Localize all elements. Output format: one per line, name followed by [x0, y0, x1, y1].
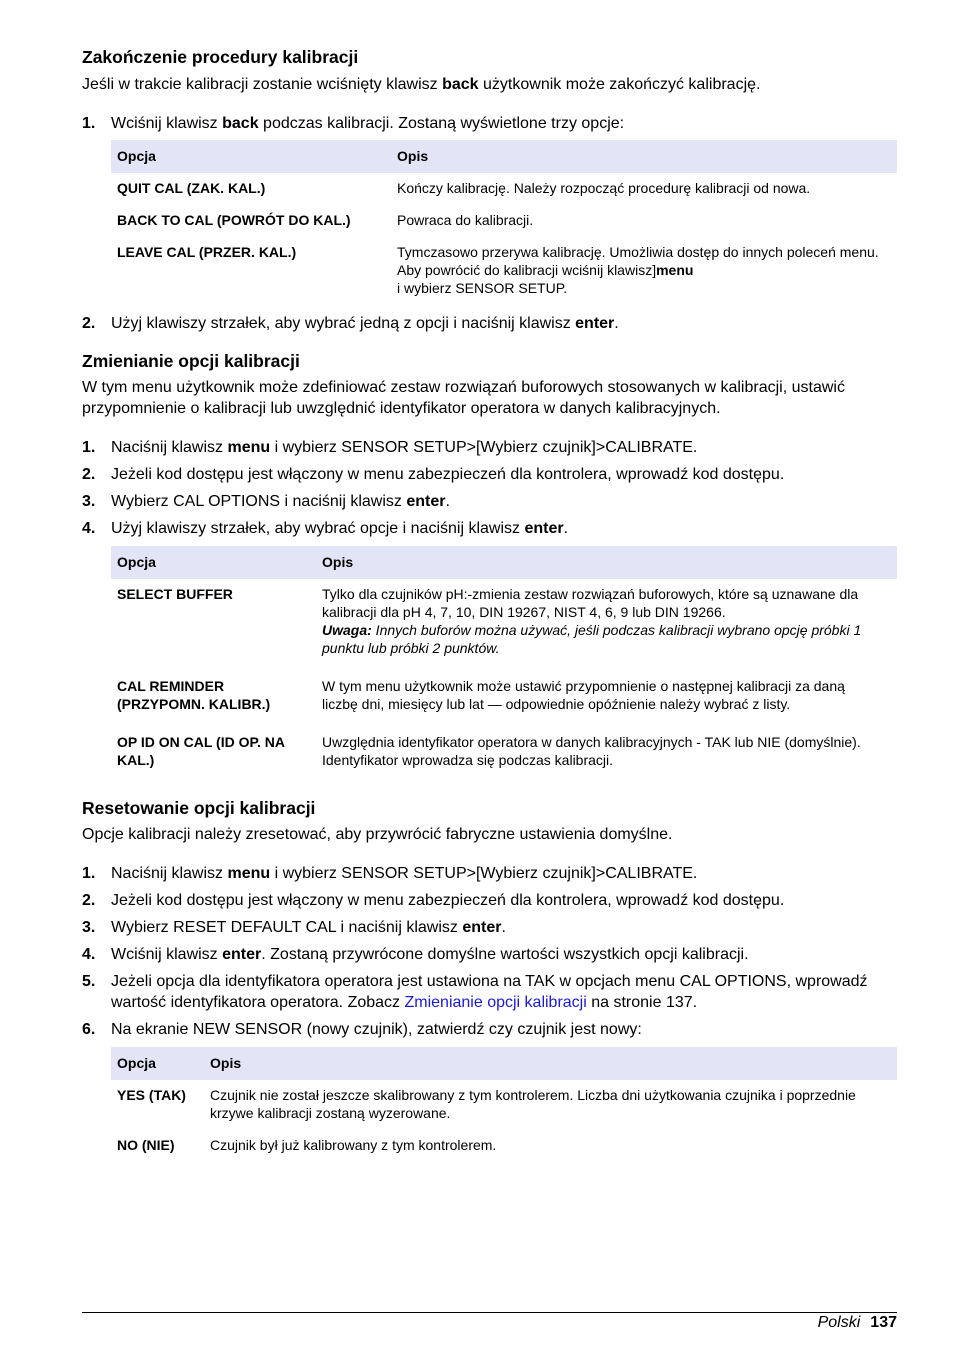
- section-heading-change-options: Zmienianie opcji kalibracji: [82, 351, 300, 371]
- column-header-option: Opcja: [111, 1047, 204, 1080]
- list-item: 3. Wybierz RESET DEFAULT CAL i naciśnij klawisz enter.: [82, 919, 506, 936]
- table-row: [111, 727, 897, 777]
- footer-language: Polski: [817, 1314, 861, 1331]
- list-item: 3. Wybierz CAL OPTIONS i naciśnij klawisz enter.: [82, 493, 450, 510]
- description-cell: Powraca do kalibracji.: [397, 212, 534, 228]
- list-item: 5. Jeżeli opcja dla identyfikatora operatora jest ustawiona na TAK w opcjach menu CAL OPTIONS, wprowadź wartość identyfikatora operatora. Zobacz Zmienianie opcji kalibracji na stronie 137.: [82, 973, 868, 1011]
- list-item: 4. Wciśnij klawisz enter. Zostaną przywrócone domyślne wartości wszystkich opcji kalibracji.: [82, 946, 749, 963]
- steps-list: [82, 437, 897, 539]
- description-cell: Kończy kalibrację. Należy rozpocząć procedurę kalibracji od nowa.: [397, 180, 811, 196]
- cross-reference-link[interactable]: Zmienianie opcji kalibracji: [404, 994, 587, 1011]
- column-header-description: Opis: [316, 546, 897, 579]
- column-header-description: Opis: [204, 1047, 897, 1080]
- table-row: [111, 173, 897, 205]
- list-item: 4. Użyj klawiszy strzałek, aby wybrać opcje i naciśnij klawisz enter.: [82, 520, 569, 537]
- list-item: 1. Naciśnij klawisz menu i wybierz SENSOR SETUP>[Wybierz czujnik]>CALIBRATE.: [82, 439, 698, 456]
- column-header-option: Opcja: [111, 546, 316, 579]
- note: Uwaga: Innych buforów można używać, jeśli podczas kalibracji wybrano opcję próbki 1 punktu lub próbki 2 punktów.: [322, 622, 862, 656]
- section-intro: Opcje kalibracji należy zresetować, aby przywrócić fabryczne ustawienia domyślne.: [82, 826, 673, 843]
- page-content: [82, 46, 897, 1162]
- options-table: [111, 546, 897, 777]
- list-item: 1. Naciśnij klawisz menu i wybierz SENSOR SETUP>[Wybierz czujnik]>CALIBRATE.: [82, 865, 698, 882]
- steps-list: [82, 113, 897, 134]
- table-row: [111, 579, 897, 671]
- table-row: [111, 237, 897, 305]
- table-row: [111, 671, 897, 727]
- column-header-option: Opcja: [111, 140, 391, 173]
- list-item: 2. Użyj klawiszy strzałek, aby wybrać jedną z opcji i naciśnij klawisz enter.: [82, 315, 619, 332]
- description-cell: Czujnik był już kalibrowany z tym kontrolerem.: [210, 1137, 497, 1153]
- list-item: 2. Jeżeli kod dostępu jest włączony w menu zabezpieczeń dla kontrolera, wprowadź kod dostępu.: [82, 466, 785, 483]
- option-cell: YES (TAK): [117, 1087, 186, 1103]
- list-item: 2. Jeżeli kod dostępu jest włączony w menu zabezpieczeń dla kontrolera, wprowadź kod dostępu.: [82, 892, 785, 909]
- section-heading-end-calibration: Zakończenie procedury kalibracji: [82, 47, 359, 67]
- table-row: [111, 205, 897, 237]
- list-item: 1. Wciśnij klawisz back podczas kalibracji. Zostaną wyświetlone trzy opcje:: [82, 115, 625, 132]
- description-cell: Uwzględnia identyfikator operatora w danych kalibracyjnych - TAK lub NIE (domyślnie). Identyfikator wprowadza się podczas kalibracji.: [322, 734, 861, 768]
- description-cell: Tylko dla czujników pH:-zmienia zestaw rozwiązań buforowych, które są uznawane dla kalibracji dla pH 4, 7, 10, DIN 19267, NIST 4, 6, 9 lub DIN 19266. Uwaga: Innych buforów można używać, jeśli podczas kalibracji wybrano opcję próbki 1 punktu lub próbki 2 punktów.: [316, 579, 897, 671]
- options-table: [111, 1047, 897, 1162]
- column-header-description: Opis: [391, 140, 897, 173]
- options-table: [111, 140, 897, 305]
- option-cell: NO (NIE): [117, 1137, 175, 1153]
- description-cell: Czujnik nie został jeszcze skalibrowany z tym kontrolerem. Liczba dni użytkowania czujnika i poprzednie krzywe kalibracji zostaną wyzerowane.: [210, 1087, 856, 1121]
- option-cell: OP ID ON CAL (ID OP. NA KAL.): [117, 734, 285, 768]
- page-number: 137: [870, 1314, 897, 1331]
- option-cell: BACK TO CAL (POWRÓT DO KAL.): [117, 212, 351, 228]
- list-item: 6. Na ekranie NEW SENSOR (nowy czujnik), zatwierdź czy czujnik jest nowy:: [82, 1021, 642, 1038]
- option-cell: CAL REMINDER (PRZYPOMN. KALIBR.): [117, 678, 271, 712]
- section-heading-reset-options: Resetowanie opcji kalibracji: [82, 798, 316, 818]
- table-row: [111, 1130, 897, 1162]
- steps-list: [82, 313, 897, 334]
- table-header-row: [111, 140, 897, 173]
- table-row: [111, 1080, 897, 1130]
- option-cell: QUIT CAL (ZAK. KAL.): [117, 180, 266, 196]
- description-cell: W tym menu użytkownik może ustawić przypomnienie o następnej kalibracji za daną liczbę dni, miesięcy lub lat — odpowiednie opóźnienie należy wybrać z listy.: [322, 678, 845, 712]
- table-header-row: [111, 546, 897, 579]
- section-intro: W tym menu użytkownik może zdefiniować zestaw rozwiązań buforowych stosowanych w kalibracji, ustawić przypomnienie o kalibracji lub uwzględnić identyfikator operatora w danych kalibracyjnych.: [82, 379, 845, 417]
- steps-list: [82, 863, 897, 1040]
- page-footer: [818, 1313, 897, 1333]
- footer-divider: [82, 1312, 897, 1313]
- description-cell: Tymczasowo przerywa kalibrację. Umożliwia dostęp do innych poleceń menu. Aby powrócić do kalibracji wciśnij klawisz]menu i wybierz SENSOR SETUP.: [397, 244, 879, 296]
- section-intro: Jeśli w trakcie kalibracji zostanie wciśnięty klawisz back użytkownik może zakończyć kalibrację.: [82, 76, 761, 93]
- table-header-row: [111, 1047, 897, 1080]
- option-cell: LEAVE CAL (PRZER. KAL.): [117, 244, 297, 260]
- option-cell: SELECT BUFFER: [117, 586, 233, 602]
